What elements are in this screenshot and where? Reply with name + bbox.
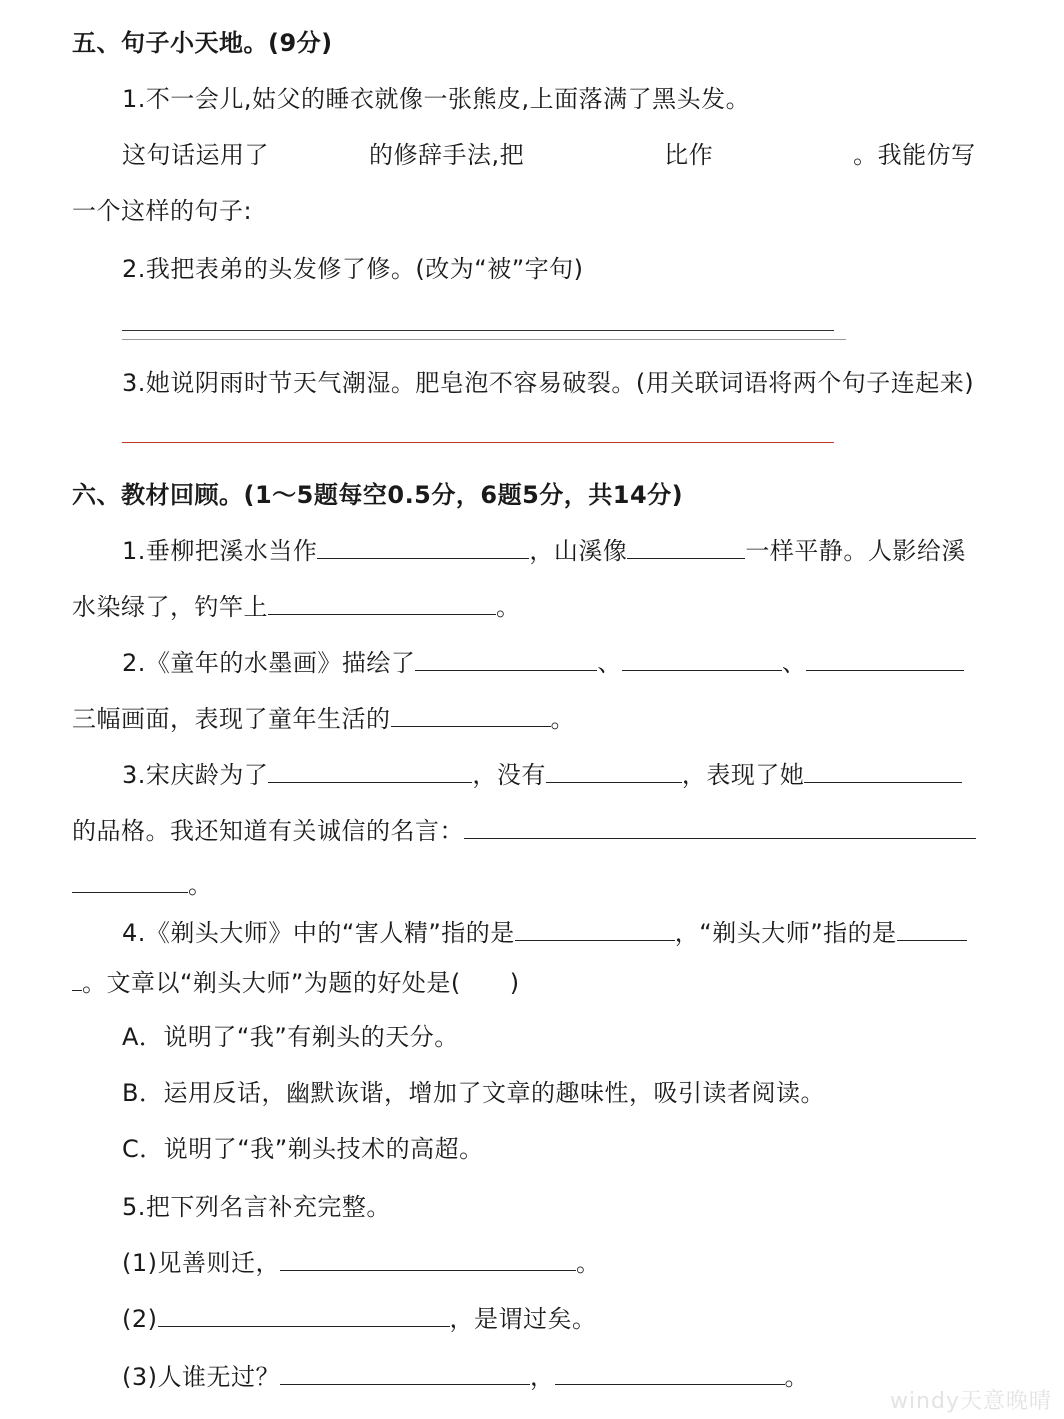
s6-q4-blank-1[interactable] (515, 916, 675, 941)
section-5-title: 五、句子小天地。(9分) (72, 29, 333, 57)
s6-q3-line3 (72, 868, 213, 902)
s5-q2-underline (122, 339, 846, 340)
s5-q2: 2.我把表弟的头发修了修。(改为“被”字句) (122, 255, 584, 283)
s6-q2-blank-1[interactable] (415, 646, 597, 671)
s5-q1-continuation: 一个这样的句子: (72, 197, 253, 225)
s6-q4-part-c: 。文章以“剃头大师”为题的好处是( ) (82, 969, 520, 997)
s6-q4-option-c[interactable]: C．说明了“我”剃头技术的高超。 (122, 1135, 484, 1163)
s5-q2-answer-line[interactable] (122, 330, 834, 331)
s6-q4-option-b[interactable]: B．运用反话，幽默诙谐，增加了文章的趣味性，吸引读者阅读。 (122, 1079, 825, 1107)
s5-q1-prompt (122, 138, 976, 172)
s6-q1-part-d: 水染绿了，钓竿上 (72, 593, 268, 621)
s6-q3-blank-5[interactable] (72, 868, 188, 893)
s6-q1-blank-1[interactable] (317, 534, 529, 559)
s6-q4-part-b: ，“剃头大师”指的是 (674, 919, 897, 947)
s5-q3: 3.她说阴雨时节天气潮湿。肥皂泡不容易破裂。(用关联词语将两个句子连起来) (122, 369, 975, 397)
s5-q3-answer-line[interactable] (122, 442, 834, 443)
s6-q3-line2 (72, 814, 976, 848)
s6-q2-blank-3[interactable] (806, 646, 964, 671)
s6-q2-part-b: 三幅画面，表现了童年生活的 (72, 705, 391, 733)
s5-q1-part-c: 比作 (664, 141, 714, 169)
s6-q1-part-e: 。 (496, 593, 521, 621)
s6-q1-blank-3[interactable] (268, 590, 496, 615)
s6-q1-part-b: ，山溪像 (529, 537, 628, 565)
s6-q5-2-part-a: (2) (122, 1305, 158, 1333)
s6-q5-item-1 (122, 1246, 601, 1280)
section-6-title: 六、教材回顾。(1～5题每空0.5分，6题5分，共14分) (72, 481, 684, 509)
s6-q5-3-blank-2[interactable] (555, 1360, 785, 1385)
s6-q4-line1 (122, 916, 967, 950)
s5-q1-part-b: 的修辞手法,把 (369, 141, 525, 169)
s6-q5-1-part-a: (1)见善则迁， (122, 1249, 280, 1277)
s6-q3-part-b: ，没有 (472, 761, 546, 789)
s6-q5-title: 5.把下列名言补充完整。 (122, 1193, 391, 1221)
watermark: windy天意晚晴 (889, 1389, 1052, 1414)
s6-q2-part-c: 。 (550, 705, 575, 733)
s6-q4-option-a[interactable]: A．说明了“我”有剃头的天分。 (122, 1023, 459, 1051)
s6-q2-line1 (122, 646, 964, 680)
s6-q3-line1 (122, 758, 962, 792)
s6-q5-2-part-b: ，是谓过矣。 (449, 1305, 597, 1333)
s6-q1-part-c: 一样平静。人影给溪 (745, 537, 966, 565)
s6-q5-3-part-b: ， (530, 1363, 555, 1391)
s6-q2-sep-1: 、 (597, 649, 622, 677)
s6-q4-line2 (72, 966, 520, 1000)
s6-q3-part-a: 3.宋庆龄为了 (122, 761, 269, 789)
s6-q5-2-blank[interactable] (158, 1302, 450, 1327)
s6-q3-blank-1[interactable] (268, 758, 472, 783)
s5-q1-part-d: 。我能仿写 (853, 141, 976, 169)
s6-q3-blank-3[interactable] (804, 758, 962, 783)
s6-q5-3-part-c: 。 (784, 1363, 809, 1391)
s6-q5-item-3 (122, 1360, 809, 1394)
s6-q3-part-e: 。 (188, 871, 213, 899)
s6-q5-3-blank-1[interactable] (280, 1360, 530, 1385)
s6-q2-line2 (72, 702, 575, 736)
s5-q1-sentence: 1.不一会儿,姑父的睡衣就像一张熊皮,上面落满了黑头发。 (122, 85, 751, 113)
s6-q4-blank-2-cont[interactable] (72, 966, 82, 991)
s6-q1-line1 (122, 534, 966, 568)
s6-q3-blank-4[interactable] (464, 814, 976, 839)
s5-q1-part-a: 这句话运用了 (122, 141, 269, 169)
s6-q3-part-d: 的品格。我还知道有关诚信的名言： (72, 817, 464, 845)
s6-q1-blank-2[interactable] (627, 534, 745, 559)
s6-q5-1-blank[interactable] (280, 1246, 576, 1271)
s6-q2-sep-2: 、 (781, 649, 807, 677)
s6-q1-part-a: 1.垂柳把溪水当作 (122, 537, 318, 565)
s6-q4-part-a: 4.《剃头大师》中的“害人精”指的是 (122, 919, 515, 947)
s6-q2-blank-4[interactable] (391, 702, 551, 727)
s6-q5-1-part-b: 。 (576, 1249, 601, 1277)
s6-q1-line2 (72, 590, 521, 624)
s6-q5-3-part-a: (3)人谁无过？ (122, 1363, 280, 1391)
s6-q3-blank-2[interactable] (546, 758, 682, 783)
s6-q2-blank-2[interactable] (622, 646, 782, 671)
s6-q3-part-c: ，表现了她 (681, 761, 805, 789)
s6-q2-part-a: 2.《童年的水墨画》描绘了 (122, 649, 416, 677)
s6-q4-blank-2[interactable] (897, 916, 967, 941)
s6-q5-item-2 (122, 1302, 597, 1336)
